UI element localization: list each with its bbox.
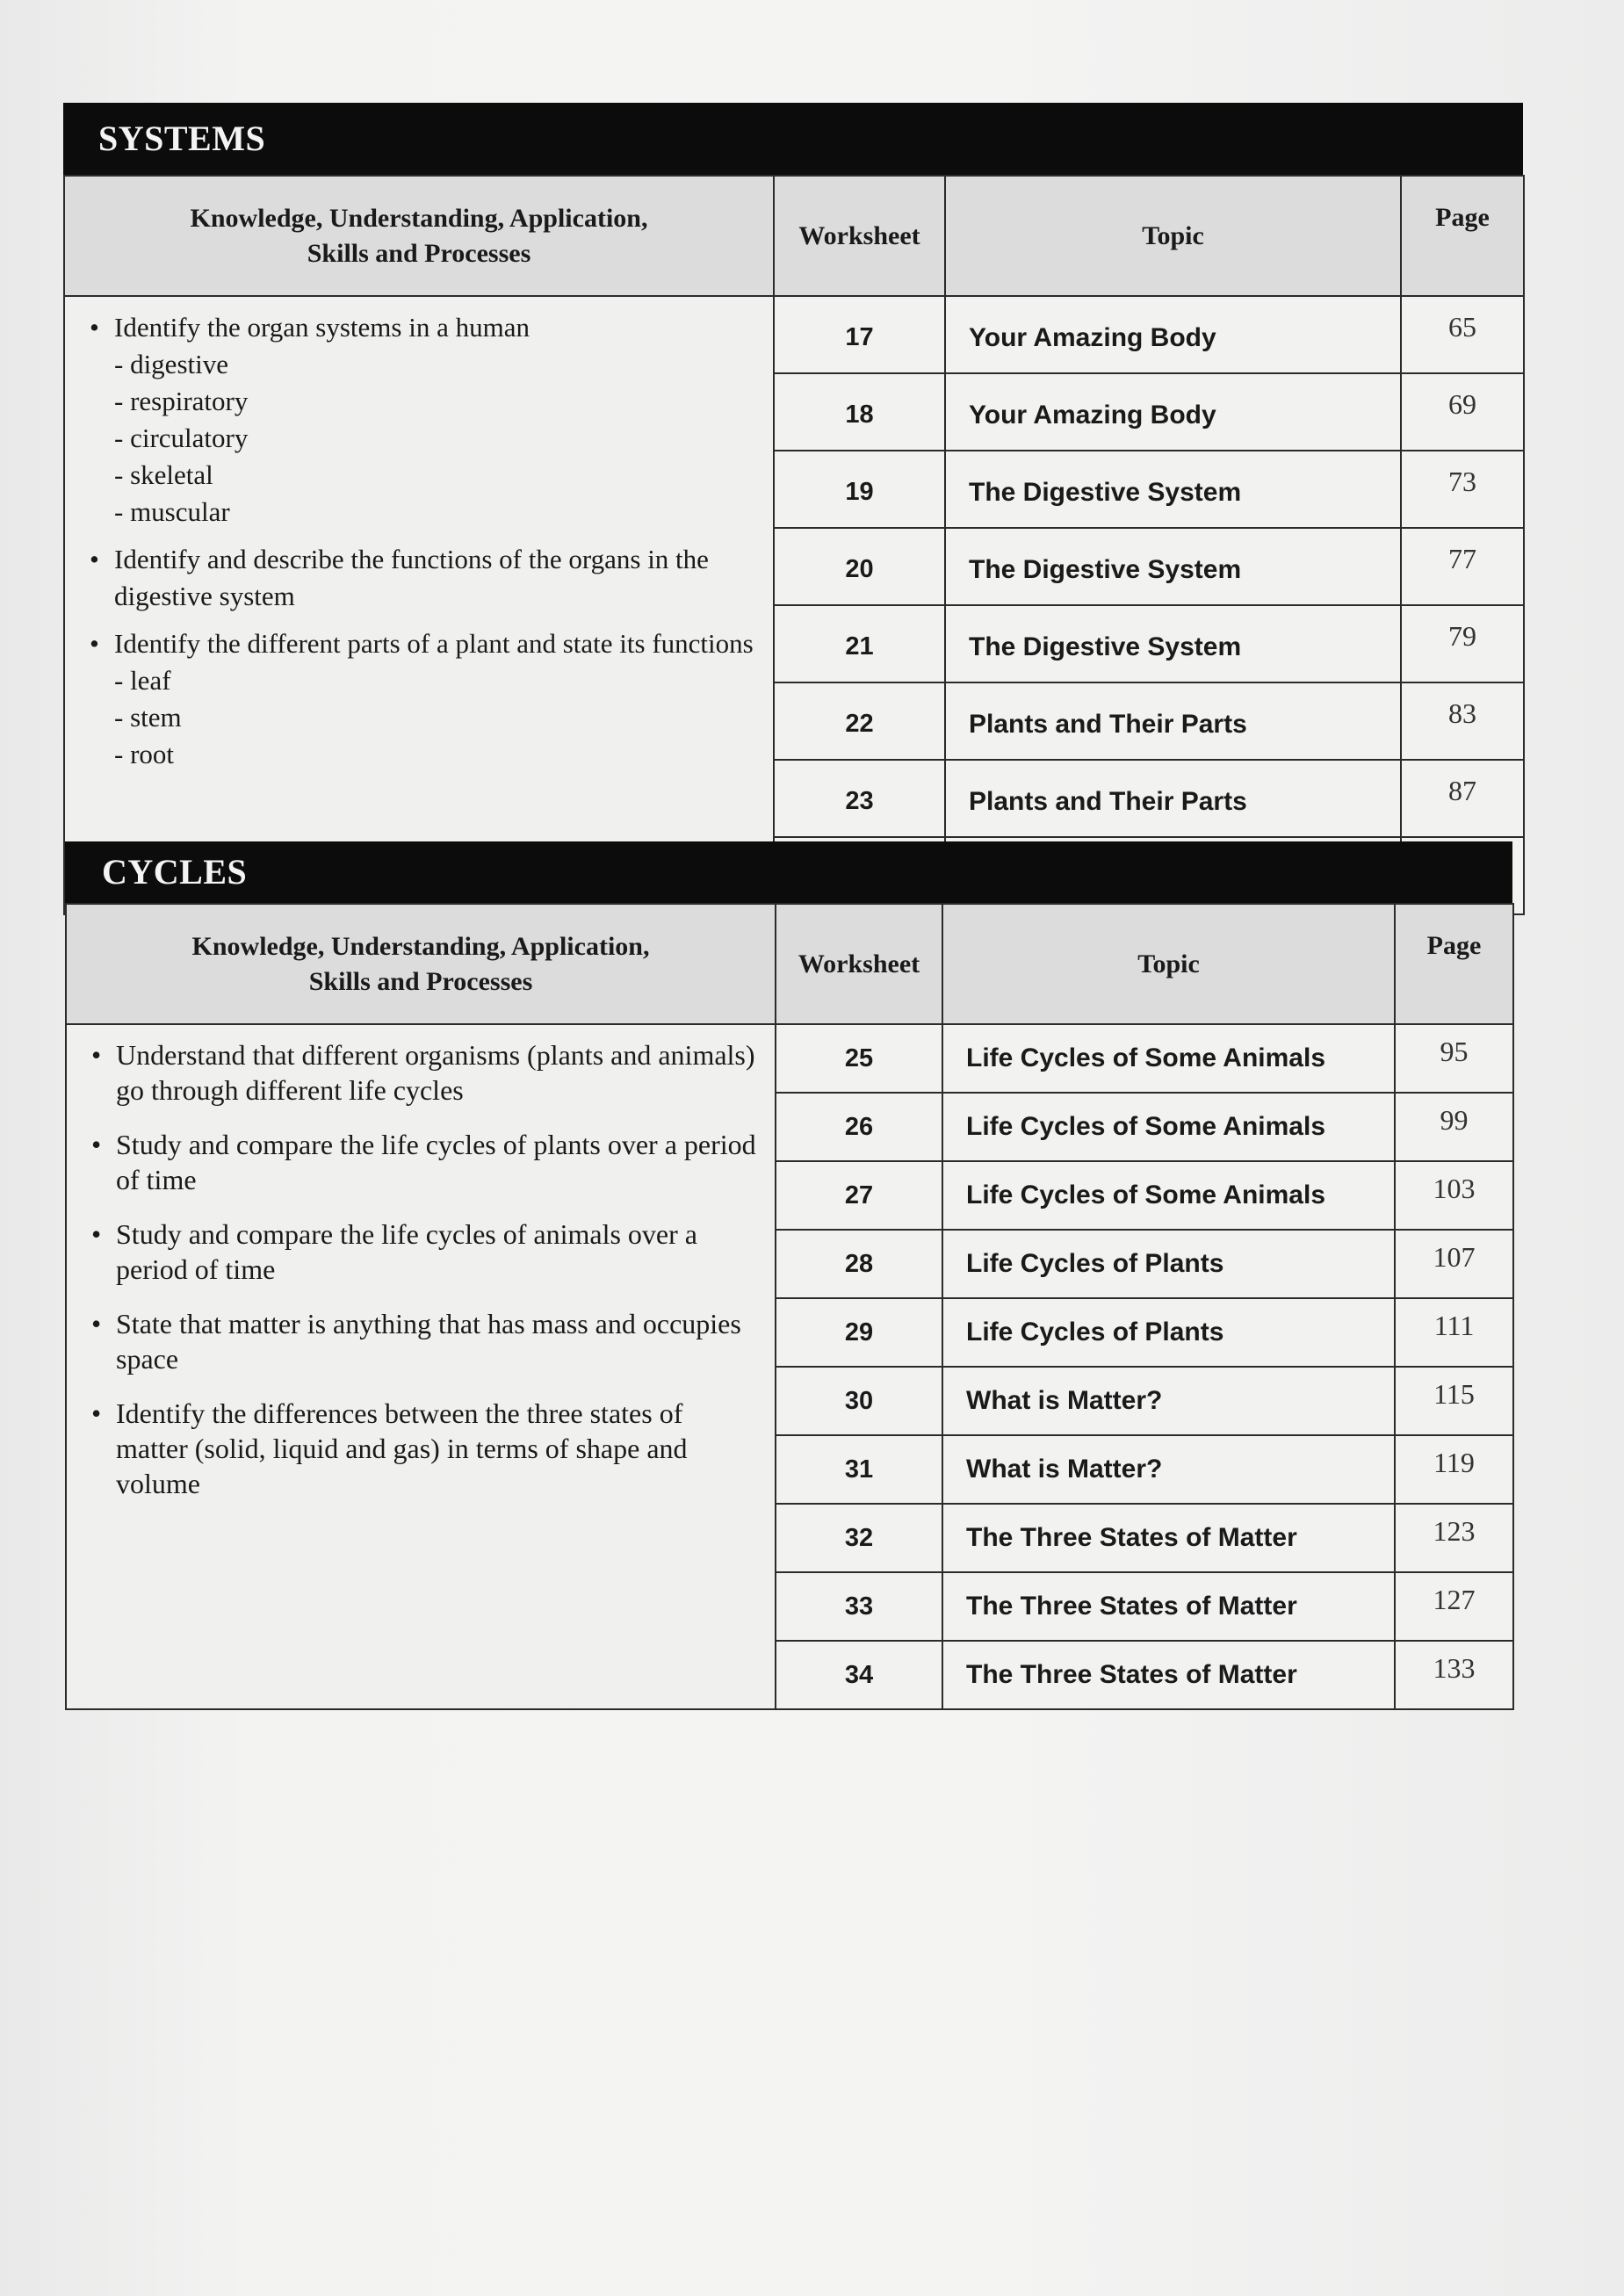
- curriculum-table: [65, 903, 1514, 1710]
- topic-title: The Digestive System: [945, 528, 1401, 605]
- objectives-list: [67, 1025, 775, 1501]
- objective-text: Identify the differences between the three states of matter (solid, liquid and gas) in terms of shape and volume: [116, 1397, 688, 1499]
- worksheet-number: 27: [776, 1161, 942, 1230]
- topic-title: Life Cycles of Some Animals: [942, 1161, 1395, 1230]
- worksheet-number: 29: [776, 1298, 942, 1367]
- cycles-section: [65, 841, 1512, 1710]
- topic-title: The Three States of Matter: [942, 1572, 1395, 1641]
- objective-item: [90, 541, 755, 615]
- page-number: 95: [1395, 1024, 1513, 1093]
- objective-text: State that matter is anything that has mass and occupies space: [116, 1308, 741, 1375]
- sub-item: - muscular: [114, 496, 230, 527]
- table-row: [66, 1024, 1513, 1093]
- topic-title: What is Matter?: [942, 1367, 1395, 1435]
- table-row: [64, 296, 1524, 373]
- header-line: Knowledge, Understanding, Application,: [190, 203, 648, 233]
- worksheet-number: 32: [776, 1504, 942, 1572]
- page-number: 115: [1395, 1367, 1513, 1435]
- page-number: 123: [1395, 1504, 1513, 1572]
- worksheet-number: 30: [776, 1367, 942, 1435]
- header-line: Skills and Processes: [308, 966, 533, 996]
- topic-title: What is Matter?: [942, 1435, 1395, 1504]
- worksheet-number: 17: [774, 296, 945, 373]
- objective-text: Understand that different organisms (plants and animals) go through different life cycles: [116, 1039, 755, 1106]
- topic-title: Life Cycles of Plants: [942, 1298, 1395, 1367]
- objective-item: [91, 1396, 757, 1501]
- worksheet-header: Worksheet: [774, 176, 945, 296]
- worksheet-number: 18: [774, 373, 945, 451]
- section-title: SYSTEMS: [63, 103, 1523, 175]
- sub-item: - digestive: [114, 349, 228, 379]
- sub-list: [114, 346, 755, 531]
- worksheet-number: 21: [774, 605, 945, 682]
- page-number: 87: [1401, 760, 1524, 837]
- knowledge-header: [64, 176, 774, 296]
- sub-item: - respiratory: [114, 386, 249, 416]
- sub-item: - leaf: [114, 665, 171, 696]
- topic-title: The Digestive System: [945, 451, 1401, 528]
- worksheet-number: 19: [774, 451, 945, 528]
- table-header-row: [64, 176, 1524, 296]
- objective-text: Identify the different parts of a plant and state its functions: [114, 628, 754, 659]
- worksheet-number: 20: [774, 528, 945, 605]
- curriculum-table: [63, 175, 1525, 915]
- header-line: Knowledge, Understanding, Application,: [191, 931, 650, 961]
- objective-item: [91, 1127, 757, 1197]
- header-line: Skills and Processes: [307, 238, 531, 268]
- knowledge-header: [66, 904, 776, 1024]
- worksheet-number: 26: [776, 1093, 942, 1161]
- worksheet-number: 23: [774, 760, 945, 837]
- section-title: CYCLES: [65, 841, 1512, 903]
- worksheet-number: 31: [776, 1435, 942, 1504]
- objective-text: Identify and describe the functions of the organs in the digestive system: [114, 544, 709, 611]
- worksheet-number: 33: [776, 1572, 942, 1641]
- page-number: 77: [1401, 528, 1524, 605]
- sub-item: - skeletal: [114, 459, 213, 490]
- topic-title: Your Amazing Body: [945, 296, 1401, 373]
- topic-title: Plants and Their Parts: [945, 682, 1401, 760]
- page-number: 99: [1395, 1093, 1513, 1161]
- topic-title: Life Cycles of Plants: [942, 1230, 1395, 1298]
- page-number: 69: [1401, 373, 1524, 451]
- objective-text: Identify the organ systems in a human: [114, 312, 530, 343]
- page-number: 133: [1395, 1641, 1513, 1709]
- topic-title: Life Cycles of Some Animals: [942, 1093, 1395, 1161]
- page-number: 83: [1401, 682, 1524, 760]
- page-number: 65: [1401, 296, 1524, 373]
- systems-section: [63, 103, 1523, 915]
- page-number: 73: [1401, 451, 1524, 528]
- page-number: 79: [1401, 605, 1524, 682]
- table-header-row: [66, 904, 1513, 1024]
- topic-title: The Digestive System: [945, 605, 1401, 682]
- page-number: 127: [1395, 1572, 1513, 1641]
- page-header: Page: [1395, 904, 1513, 1024]
- page-number: 111: [1395, 1298, 1513, 1367]
- topic-title: The Three States of Matter: [942, 1641, 1395, 1709]
- page-header: Page: [1401, 176, 1524, 296]
- topic-title: Life Cycles of Some Animals: [942, 1024, 1395, 1093]
- page-number: 119: [1395, 1435, 1513, 1504]
- sub-item: - root: [114, 739, 175, 769]
- page-number: 107: [1395, 1230, 1513, 1298]
- objectives-cell: [64, 296, 774, 914]
- worksheet-header: Worksheet: [776, 904, 942, 1024]
- topic-header: Topic: [945, 176, 1401, 296]
- objective-item: [91, 1037, 757, 1108]
- objective-item: [91, 1217, 757, 1287]
- objective-item: [90, 625, 755, 773]
- sub-list: [114, 662, 755, 773]
- worksheet-number: 28: [776, 1230, 942, 1298]
- objectives-list: [65, 297, 773, 773]
- objective-item: [90, 309, 755, 531]
- topic-title: The Three States of Matter: [942, 1504, 1395, 1572]
- sub-item: - circulatory: [114, 422, 249, 453]
- objective-item: [91, 1306, 757, 1376]
- topic-header: Topic: [942, 904, 1395, 1024]
- topic-title: Your Amazing Body: [945, 373, 1401, 451]
- worksheet-number: 22: [774, 682, 945, 760]
- objective-text: Study and compare the life cycles of plants over a period of time: [116, 1129, 756, 1195]
- topic-title: Plants and Their Parts: [945, 760, 1401, 837]
- objective-text: Study and compare the life cycles of animals over a period of time: [116, 1218, 697, 1285]
- sub-item: - stem: [114, 702, 182, 733]
- worksheet-number: 34: [776, 1641, 942, 1709]
- page-number: 103: [1395, 1161, 1513, 1230]
- objectives-cell: [66, 1024, 776, 1709]
- worksheet-number: 25: [776, 1024, 942, 1093]
